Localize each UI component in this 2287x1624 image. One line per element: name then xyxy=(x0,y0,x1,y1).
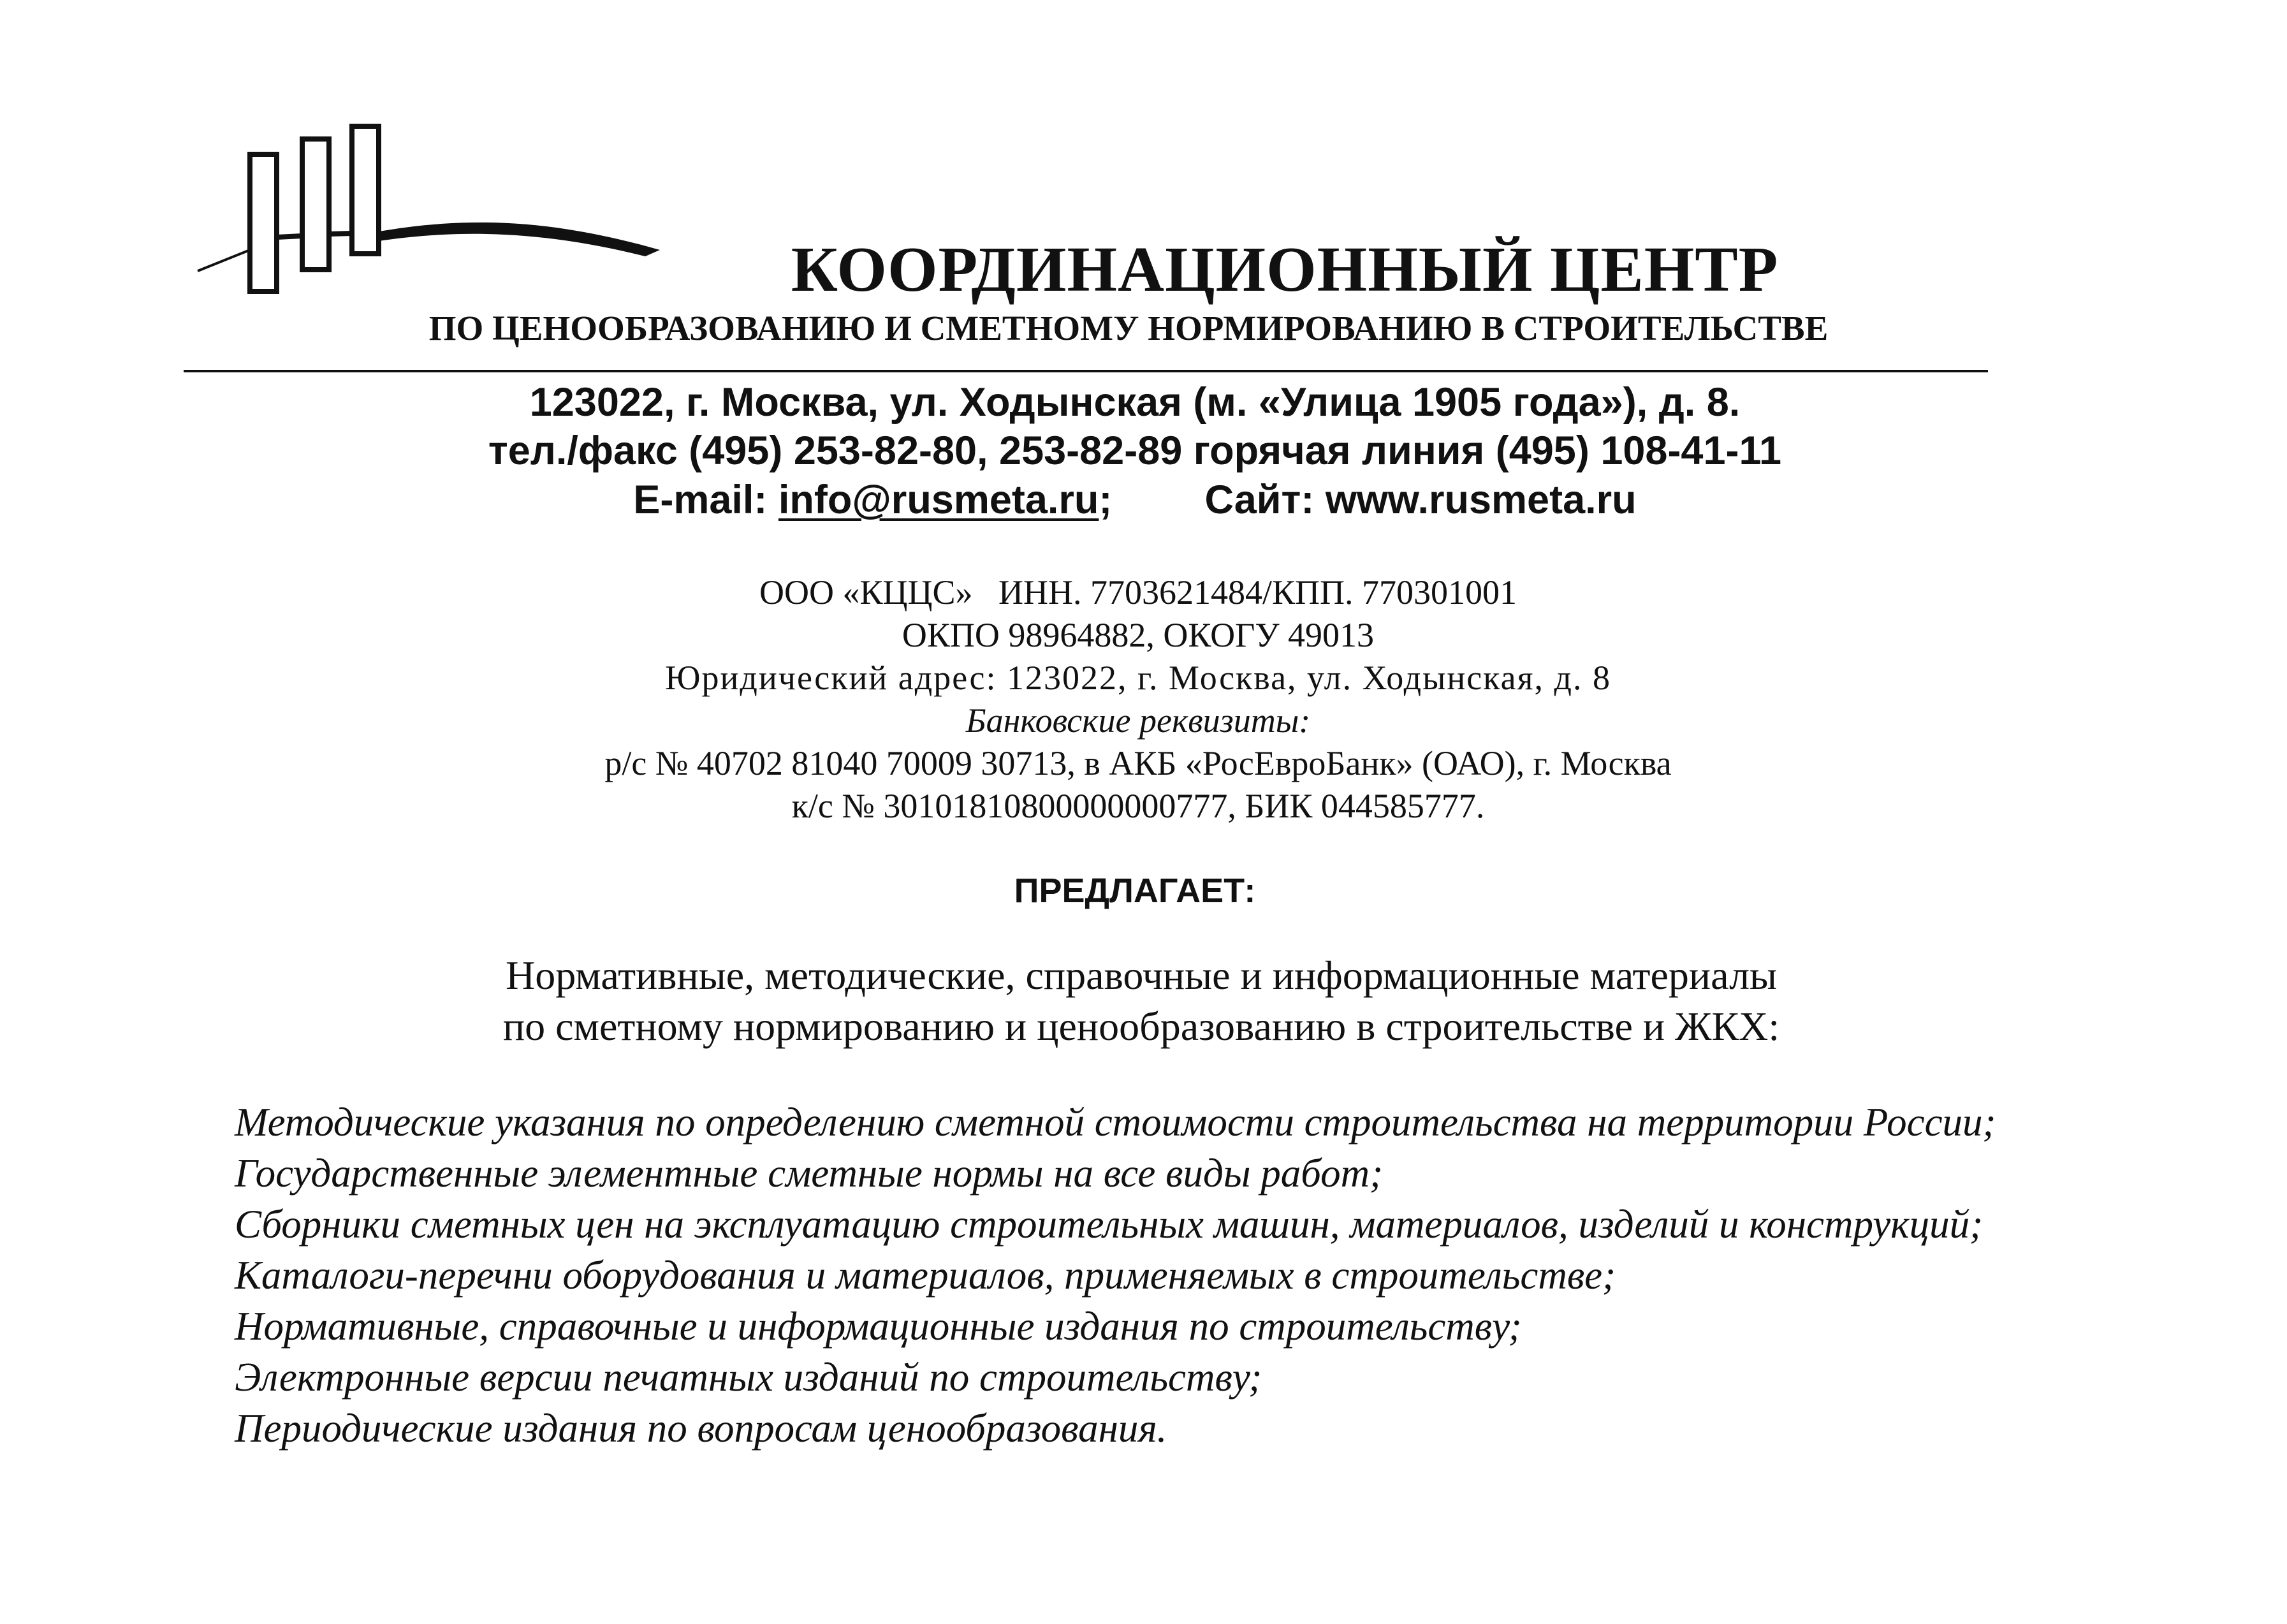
legal-address: Юридический адрес: 123022, г. Москва, ул. Ходынская, д. 8 xyxy=(665,659,1611,697)
organization-subtitle: ПО ЦЕНООБРАЗОВАНИЮ И СМЕТНОМУ НОРМИРОВАНИЮ В СТРОИТЕЛЬСТВЕ xyxy=(428,309,1829,347)
list-item: Сборники сметных цен на эксплуатацию строительных машин, материалов, изделий и конструкций; xyxy=(235,1202,1984,1247)
site-label: Сайт: xyxy=(1204,478,1315,522)
phone-numbers: тел./факс (495) 253-82-80, 253-82-89 горячая линия (495) 108-41-11 xyxy=(488,428,1782,473)
header-divider xyxy=(184,370,1988,372)
settlement-account: р/с № 40702 81040 70009 30713, в АКБ «РосЕвроБанк» (ОАО), г. Москва xyxy=(604,744,1672,782)
offers-intro-line-2: по сметному нормированию и ценообразованию в строительстве и ЖКХ: xyxy=(502,1004,1780,1049)
offers-heading: ПРЕДЛАГАЕТ: xyxy=(1014,872,1256,910)
organization-name: КООРДИНАЦИОННЫЙ ЦЕНТР xyxy=(791,233,1779,305)
list-item: Электронные версии печатных изданий по строительству; xyxy=(235,1355,1262,1400)
correspondent-account: к/с № 30101810800000000777, БИК 044585777. xyxy=(791,787,1485,825)
list-item: Каталоги-перечни оборудования и материалов, применяемых в строительстве; xyxy=(235,1253,1616,1298)
email-link[interactable]: info@rusmeta.ru xyxy=(778,478,1099,522)
email-site-line xyxy=(319,475,1951,525)
list-item: Периодические издания по вопросам ценообразования. xyxy=(235,1406,1167,1451)
registry-codes: ОКПО 98964882, ОКОГУ 49013 xyxy=(902,616,1375,654)
list-item: Нормативные, справочные и информационные издания по строительству; xyxy=(235,1304,1522,1349)
offers-list xyxy=(235,1097,2147,1454)
offers-intro-line-1: Нормативные, методические, справочные и информационные материалы xyxy=(506,953,1777,998)
list-item: Методические указания по определению сметной стоимости строительства на территории России; xyxy=(235,1100,1996,1145)
email-label: E-mail: xyxy=(633,478,768,522)
postal-address: 123022, г. Москва, ул. Ходынская (м. «Улица 1905 года»), д. 8. xyxy=(529,380,1741,425)
email-separator: ; xyxy=(1099,478,1113,522)
company-tax-ids: ООО «КЦЦС» ИНН. 7703621484/КПП. 770301001 xyxy=(759,573,1517,611)
list-item: Государственные элементные сметные нормы на все виды работ; xyxy=(235,1151,1384,1196)
site-link[interactable]: www.rusmeta.ru xyxy=(1325,478,1637,522)
bank-details-label: Банковские реквизиты: xyxy=(965,701,1311,740)
organization-logo xyxy=(191,115,676,319)
